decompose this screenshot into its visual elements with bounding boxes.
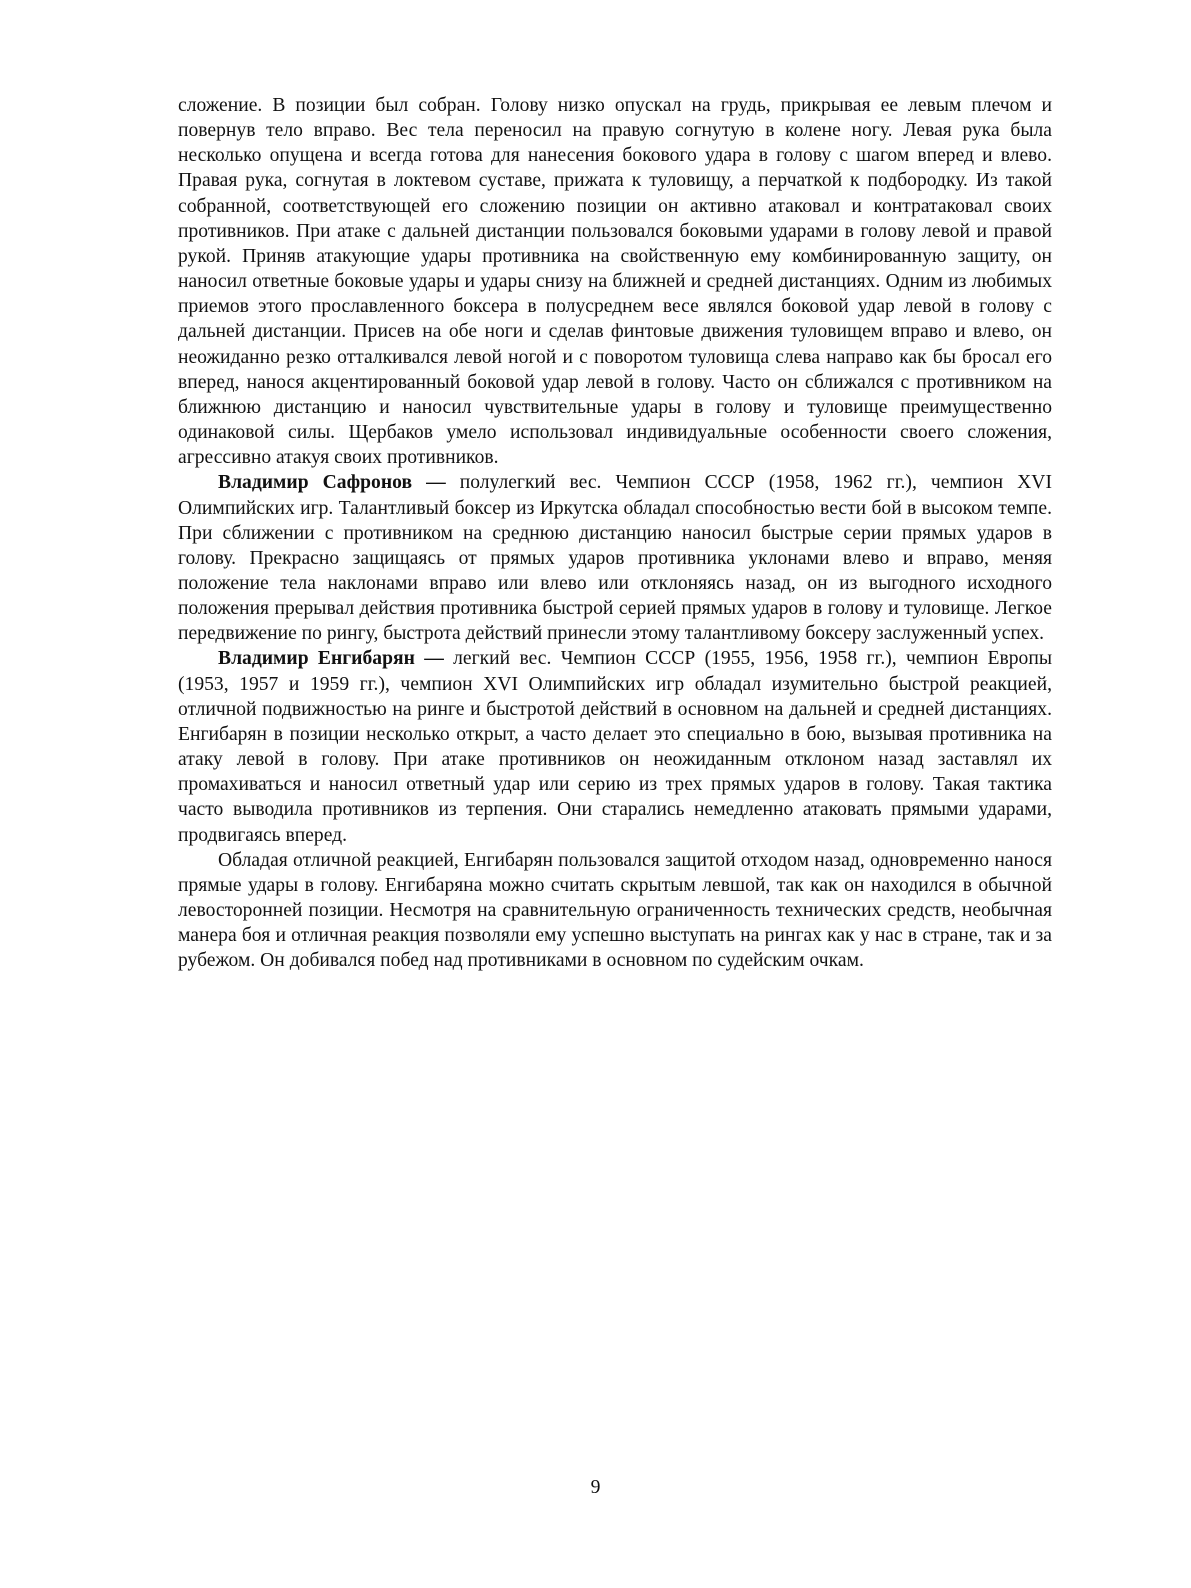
boxer-name-safronov: Владимир Сафронов — — [218, 472, 446, 494]
paragraph-safronov — [178, 470, 1052, 646]
boxer-name-engibaryan: Владимир Енгибарян — — [218, 648, 444, 670]
paragraph-text: полулегкий вес. Чемпион СССР (1958, 1962 гг.), чемпион XVI Олимпийских игр. Талантливый боксер из Иркутска обладал способностью вести бой в высоком темпе. При сближении с противником на среднюю дистанцию наносил быстрые серии прямых ударов в голову. Прекрасно защищаясь от прямых ударов противника уклонами влево и вправо, меняя положение тела наклонами вправо или влево или отклоняясь назад, он из выгодного исходного положения прерывал действия противника быстрой серией прямых ударов в голову и туловище. Легкое передвижение по рингу, быстрота действий принесли этому талантливому боксеру заслуженный успех. — [178, 472, 1052, 645]
paragraph-text: легкий вес. Чемпион СССР (1955, 1956, 1958 гг.), чемпион Европы (1953, 1957 и 1959 гг.), чемпион XVI Олимпийских игр обладал изумительно быстрой реакцией, отличной подвижностью на ринге и быстротой действий в основном на дальней и средней дистанциях. Енгибарян в позиции несколько открыт, а часто делает это специально в бою, вызывая противника на атаку левой в голову. При атаке противников он неожиданным отклоном назад заставлял их промахиваться и наносил ответный удар или серию из трех прямых ударов в голову. Такая тактика часто выводила противников из терпения. Они старались немедленно атаковать прямыми ударами, продвигаясь вперед. — [178, 648, 1052, 846]
paragraph-text: сложение. В позиции был собран. Голову низко опускал на грудь, прикрывая ее левым плечом и повернув тело вправо. Вес тела переносил на правую согнутую в колене ногу. Левая рука была несколько опущена и всегда готова для нанесения бокового удара в голову с шагом вперед и влево. Правая рука, согнутая в локтевом суставе, прижата к туловищу, а перчаткой к подбородку. Из такой собранной, соответствующей его сложению позиции он активно атаковал и контратаковал своих противников. При атаке с дальней дистанции пользовался боковыми ударами в голову левой и правой рукой. Приняв атакующие удары противника на свойственную ему комбинированную защиту, он наносил ответные боковые удары и удары снизу на ближней и средней дистанциях. Одним из любимых приемов этого прославленного боксера в полусреднем весе являлся боковой удар левой в голову с дальней дистанции. Присев на обе ноги и сделав финтовые движения туловищем вправо и влево, он неожиданно резко отталкивался левой ногой и с поворотом туловища слева направо как бы бросал его вперед, нанося акцентированный боковой удар левой в голову. Часто он сближался с противником на ближнюю дистанцию и наносил чувствительные удары в голову и туловище преимущественно одинаковой силы. Щербаков умело использовал индивидуальные особенности своего сложения, агрессивно атакуя своих противников. — [178, 95, 1052, 469]
paragraph-engibaryan — [178, 646, 1052, 847]
body-text — [178, 93, 1052, 973]
paragraph-engibaryan-defense — [178, 848, 1052, 974]
page-number: 9 — [590, 1477, 601, 1498]
paragraph-continuation — [178, 93, 1052, 470]
paragraph-text: Обладая отличной реакцией, Енгибарян пользовался защитой отходом назад, одновременно нанося прямые удары в голову. Енгибаряна можно считать скрытым левшой, так как он находился в обычной левосторонней позиции. Несмотря на сравнительную ограниченность технических средств, необычная манера боя и отличная реакция позволяли ему успешно выступать на рингах как у нас в стране, так и за рубежом. Он добивался побед над противниками в основном по судейским очкам. — [178, 849, 1052, 972]
